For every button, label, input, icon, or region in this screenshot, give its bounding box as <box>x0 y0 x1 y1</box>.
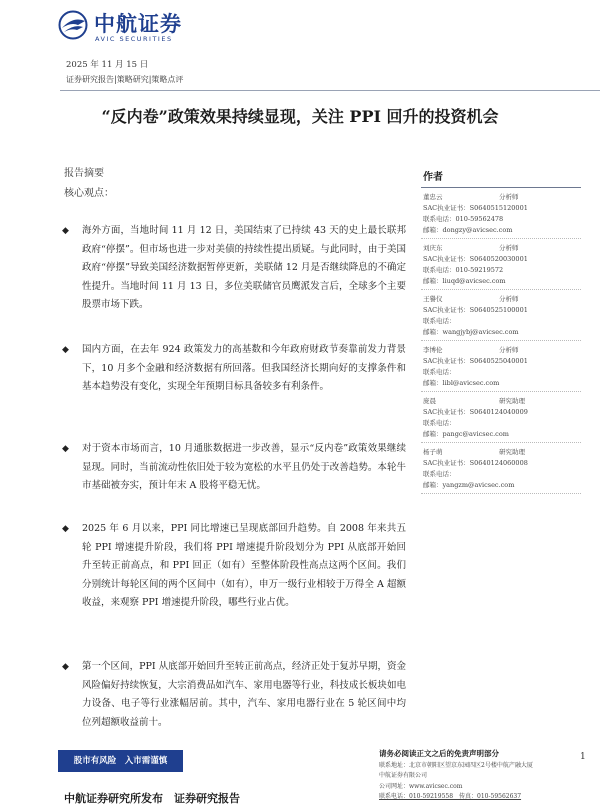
paragraph <box>62 520 406 613</box>
paragraph-text: 2025 年 6 月以来，PPI 同比增速已呈现底部回升趋势。自 2008 年来共五轮 PPI 增速提升阶段，我们将 PPI 增速提升阶段划分为 PPI 从底部开始回升至转正前高点，和 PPI 回正（如有）至整体阶段性高点这两个区间。我们分别统计每轮区间的两个区间中（如有），申万一级行业相较于万得全 A 超额收益，来观察 PPI 增速提升阶段，哪些行业占优。 <box>82 523 406 608</box>
author-email[interactable]: 邮箱：libl@avicsec.com <box>423 379 500 387</box>
paragraph <box>62 658 406 732</box>
paragraph <box>62 440 406 496</box>
paragraph-text: 对于资本市场而言，10 月通胀数据进一步改善，显示“反内卷”政策效果继续显现。同时，当前流动性依旧处于较为宽松的水平且仍处于改善趋势。本轮牛市基础被夯实，预计年末 A 股将平稳无忧。 <box>82 443 406 491</box>
author-name: 王譽仪 <box>423 295 443 303</box>
paragraph <box>62 341 406 397</box>
author-card <box>421 392 581 443</box>
author-tel: 联系电话： <box>423 470 456 478</box>
author-name: 李博伦 <box>423 346 443 354</box>
paragraph-text: 第一个区间，PPI 从底部开始回升至转正前高点，经济正处于复苏早期，资金风险偏好持续恢复，大宗消费品如汽车、家用电器等行业，科技成长板块如电力设备、电子等行业涨幅居前。其中，汽车、家用电器行业在 5 轮区间中均位列超额收益前十。 <box>82 661 406 728</box>
footer-company: 中航证券有限公司 <box>379 772 428 779</box>
author-role: 分析师 <box>499 295 519 303</box>
author-email[interactable]: 邮箱：pangc@avicsec.com <box>423 430 509 438</box>
author-email[interactable]: 邮箱：wangjybj@avicsec.com <box>423 328 519 336</box>
company-logo <box>58 8 198 48</box>
author-tel: 联系电话：010-59562478 <box>423 215 504 223</box>
author-role: 分析师 <box>499 193 519 201</box>
disclaimer-text: 请务必阅读正文之后的免责声明部分 <box>379 749 499 758</box>
author-sac: SAC执业证书：S0640124040009 <box>423 408 528 416</box>
author-name: 刘庆东 <box>423 244 443 252</box>
author-tel: 联系电话：010-59219572 <box>423 266 504 274</box>
header-divider <box>60 90 600 91</box>
author-role: 分析师 <box>499 346 519 354</box>
author-tel: 联系电话： <box>423 419 456 427</box>
author-card <box>421 188 581 239</box>
footer-contact: 联系电话：010-59219558 传真：010-59562637 <box>379 793 522 800</box>
summary-label: 报告摘要 <box>64 168 104 179</box>
risk-warning-banner: 股市有风险 入市需谨慎 <box>58 750 183 772</box>
author-sac: SAC执业证书：S0640525040001 <box>423 357 528 365</box>
author-card <box>421 239 581 290</box>
diamond-bullet-icon: ◆ <box>62 662 69 672</box>
logo-name-cn: 中航证券 <box>94 12 182 36</box>
report-date: 2025 年 11 月 15 日 <box>66 60 149 70</box>
report-title: “反内卷”政策效果持续显现，关注 PPI 回升的投资机会 <box>101 107 499 126</box>
author-email[interactable]: 邮箱：dongzy@avicsec.com <box>423 226 513 234</box>
diamond-bullet-icon: ◆ <box>62 444 69 454</box>
author-sac: SAC执业证书：S0640515120001 <box>423 204 528 212</box>
author-card <box>421 290 581 341</box>
core-label: 核心观点： <box>64 188 114 199</box>
footer-website[interactable]: 公司网址：www.avicsec.com <box>379 782 463 790</box>
author-tel: 联系电话： <box>423 317 456 325</box>
authors-heading: 作者 <box>421 162 581 188</box>
author-sac: SAC执业证书：S0640525100001 <box>423 306 528 314</box>
footer-info <box>379 749 589 803</box>
authors-sidebar <box>421 162 581 494</box>
paragraph-text: 国内方面，在去年 924 政策发力的高基数和今年政府财政节奏靠前发力背景下，10 月多个金融和经济数据有所回落。但我国经济长期向好的支撑条件和基本趋势没有变化，实现全年预期目标具备较多有利条件。 <box>82 344 406 392</box>
author-sac: SAC执业证书：S0640124060008 <box>423 459 528 467</box>
author-role: 研究助理 <box>499 448 525 456</box>
author-email[interactable]: 邮箱：liuqd@avicsec.com <box>423 277 506 285</box>
author-sac: SAC执业证书：S0640520030001 <box>423 255 528 263</box>
avic-emblem-icon <box>58 10 88 40</box>
author-role: 研究助理 <box>499 397 525 405</box>
author-tel: 联系电话： <box>423 368 456 376</box>
author-name: 庞晨 <box>423 397 436 405</box>
footer-address: 联系地址：北京市朝阳区望京东园四区2号楼中航产融大厦 <box>379 761 533 769</box>
page-number: 1 <box>580 752 586 762</box>
publisher-line: 中航证券研究所发布 证券研究报告 <box>64 792 240 805</box>
diamond-bullet-icon: ◆ <box>62 345 69 355</box>
diamond-bullet-icon: ◆ <box>62 226 69 236</box>
logo-name-en: AVIC SECURITIES <box>95 35 173 43</box>
author-email[interactable]: 邮箱：yangzm@avicsec.com <box>423 481 515 489</box>
report-category: 证券研究报告|策略研究|策略点评 <box>66 75 184 84</box>
paragraph-text: 海外方面，当地时间 11 月 12 日，美国结束了已持续 43 天的史上最长联邦政府“停摆”。但市场也进一步对美债的持续性提出质疑。与此同时，由于美国政府“停摆”导致美国经济数据暂停更新，美联储 12 月是否继续降息的不确定性提升。当地时间 11 月 13 日，多位美联储官员鹰派发言后，全球多个主要股票市场下跌。 <box>82 225 406 310</box>
author-name: 杨子萌 <box>423 448 443 456</box>
author-card <box>421 341 581 392</box>
author-name: 董忠云 <box>423 193 443 201</box>
author-card <box>421 443 581 494</box>
author-role: 分析师 <box>499 244 519 252</box>
paragraph <box>62 222 406 315</box>
diamond-bullet-icon: ◆ <box>62 524 69 534</box>
